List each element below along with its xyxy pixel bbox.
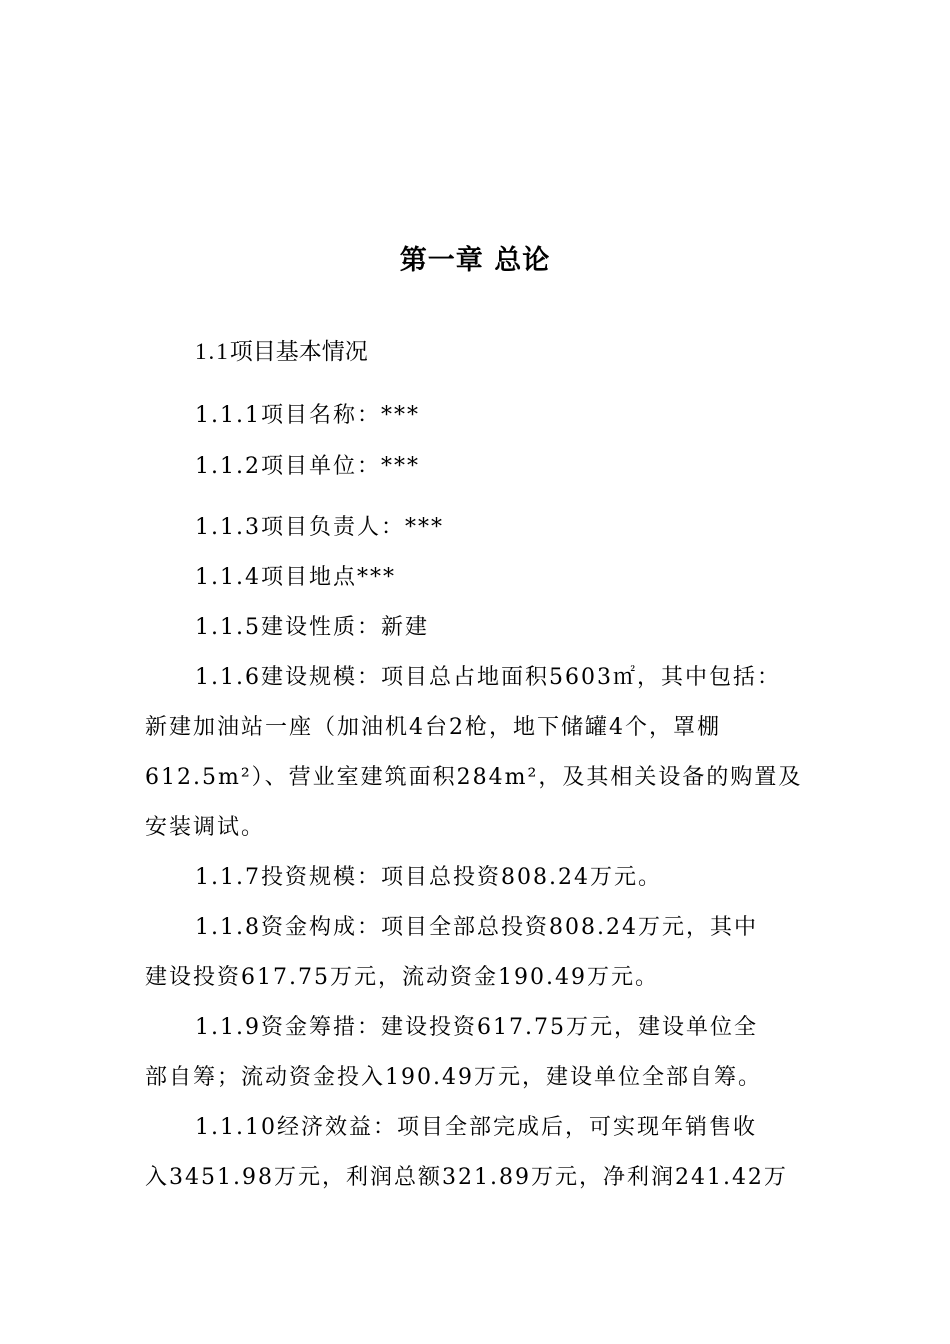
section-title: 项目基本情况 — [229, 339, 368, 365]
section-heading — [195, 333, 368, 366]
item-text: 1.1.3项目负责人：*** — [195, 515, 444, 540]
item-text: 1.1.2项目单位：*** — [195, 454, 420, 479]
item-text-line-1: 1.1.10经济效益：项目全部完成后，可实现年销售收 — [195, 1115, 757, 1140]
item-1-1-5 — [145, 603, 805, 653]
item-text-line-1: 1.1.8资金构成：项目全部总投资808.24万元，其中 — [195, 915, 758, 940]
item-text-line-1: 1.1.6建设规模：项目总占地面积5603㎡，其中包括： — [195, 665, 781, 690]
item-text-line-4: 安装调试。 — [145, 815, 266, 840]
item-text: 1.1.1项目名称：*** — [195, 403, 420, 428]
item-1-1-10 — [145, 1103, 805, 1203]
item-text: 1.1.4项目地点*** — [195, 565, 396, 590]
item-1-1-9 — [145, 1003, 805, 1103]
item-text-line-2: 建设投资617.75万元，流动资金190.49万元。 — [145, 965, 659, 990]
item-1-1-7 — [145, 853, 805, 903]
item-1-1-3 — [145, 503, 805, 553]
item-text-line-2: 部自筹；流动资金投入190.49万元，建设单位全部自筹。 — [145, 1065, 762, 1090]
item-1-1-4 — [145, 553, 805, 603]
item-text: 1.1.7投资规模：项目总投资808.24万元。 — [195, 865, 662, 890]
item-text-line-2: 入3451.98万元，利润总额321.89万元，净利润241.42万 — [145, 1165, 788, 1190]
item-text-line-1: 1.1.9资金筹措：建设投资617.75万元，建设单位全 — [195, 1015, 758, 1040]
item-text: 1.1.5建设性质：新建 — [195, 615, 429, 640]
item-text-line-2: 新建加油站一座（加油机4台2枪，地下储罐4个，罩棚 — [145, 715, 721, 740]
chapter-title: 第一章 总论 — [399, 245, 551, 276]
section-number: 1.1 — [195, 339, 230, 364]
item-text-line-3: 612.5m²）、营业室建筑面积284m²，及其相关设备的购置及 — [145, 765, 803, 790]
item-1-1-1 — [145, 391, 805, 441]
item-1-1-6 — [145, 653, 805, 853]
item-1-1-8 — [145, 903, 805, 1003]
item-1-1-2 — [145, 442, 805, 492]
